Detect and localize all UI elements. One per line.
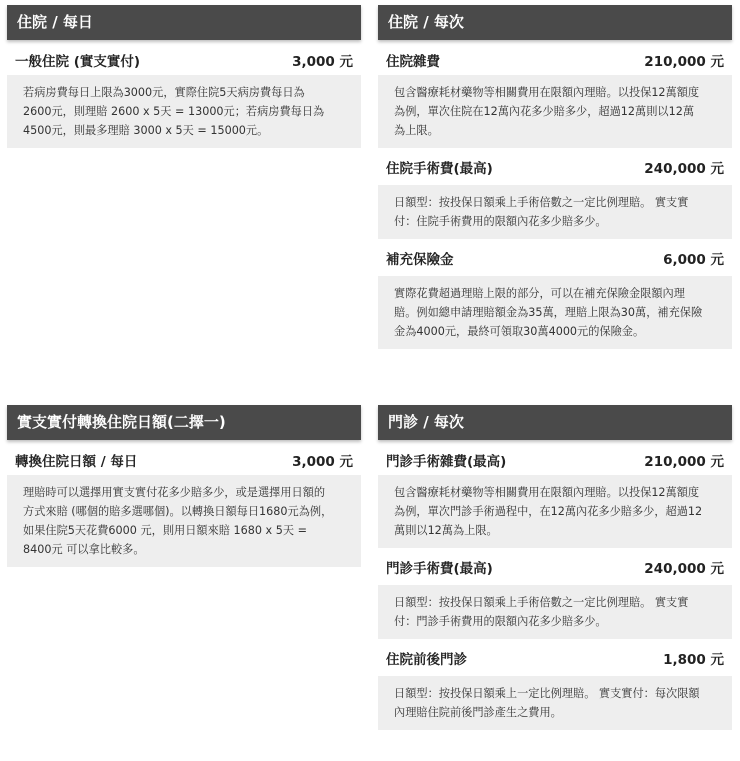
benefit-description: 實際花費超過理賠上限的部分，可以在補充保險金限額內理賠。例如總申請理賠額金為35萬，理賠上限為30萬，補充保險金為4000元，最終可領取30萬4000元的保險金。 <box>378 276 732 349</box>
benefit-label: 住院前後門診 <box>386 651 467 668</box>
benefit-description: 日額型：按投保日額乘上手術倍數之一定比例理賠。 實支實付：門診手術費用的限額內花多少賠多少。 <box>378 585 732 639</box>
benefit-description: 包含醫療耗材藥物等相關費用在限額內理賠。以投保12萬額度為例，單次門診手術過程中，在12萬內花多少賠多少，超過12萬則以12萬為上限。 <box>378 475 732 548</box>
benefit-label: 門診手術費(最高) <box>386 560 493 577</box>
panel-hospital-daily <box>7 5 361 148</box>
benefit-item <box>7 45 361 148</box>
benefit-amount: 240,000 元 <box>644 160 724 177</box>
panel-conversion-daily <box>7 405 361 567</box>
benefit-item <box>378 445 732 548</box>
benefit-row <box>7 45 361 75</box>
benefit-amount: 210,000 元 <box>644 454 724 470</box>
benefit-row <box>378 239 732 276</box>
benefit-label: 門診手術雜費(最高) <box>386 454 507 470</box>
benefit-amount: 210,000 元 <box>644 54 724 70</box>
panel-outpatient-per-visit <box>378 405 732 730</box>
benefit-item <box>378 639 732 730</box>
benefit-label: 一般住院 (實支實付) <box>15 54 141 70</box>
benefit-row <box>378 445 732 475</box>
benefit-description: 日額型：按投保日額乘上手術倍數之一定比例理賠。 實支實付：住院手術費用的限額內花多少賠多少。 <box>378 185 732 239</box>
panel-title: 住院 / 每次 <box>378 5 732 40</box>
benefit-label: 住院手術費(最高) <box>386 160 493 177</box>
panel-hospital-per-visit <box>378 5 732 349</box>
benefit-description: 包含醫療耗材藥物等相關費用在限額內理賠。以投保12萬額度為例，單次住院在12萬內花多少賠多少，超過12萬則以12萬為上限。 <box>378 75 732 148</box>
benefit-amount: 6,000 元 <box>663 251 724 268</box>
benefit-label: 補充保險金 <box>386 251 454 268</box>
benefit-row <box>7 445 361 475</box>
benefit-item <box>378 45 732 148</box>
panel-title: 實支實付轉換住院日額(二擇一) <box>7 405 361 440</box>
benefit-item <box>378 548 732 639</box>
benefit-amount: 3,000 元 <box>292 454 353 470</box>
benefit-amount: 3,000 元 <box>292 54 353 70</box>
benefit-description: 理賠時可以選擇用實支實付花多少賠多少，或是選擇用日額的方式來賠 (哪個的賠多選哪個)。以轉換日額每日1680元為例，如果住院5天花費6000 元，則用日額來賠 1680 x 5天 = 8400元 可以拿比較多。 <box>7 475 361 567</box>
benefit-description: 日額型：按投保日額乘上一定比例理賠。 實支實付：每次限額內理賠住院前後門診產生之費用。 <box>378 676 732 730</box>
benefit-row <box>378 548 732 585</box>
benefit-amount: 240,000 元 <box>644 560 724 577</box>
benefit-item <box>7 445 361 567</box>
panel-title: 住院 / 每日 <box>7 5 361 40</box>
benefit-item <box>378 148 732 239</box>
benefit-item <box>378 239 732 349</box>
benefit-description: 若病房費每日上限為3000元，實際住院5天病房費每日為2600元，則理賠 2600 x 5天 = 13000元；若病房費每日為4500元，則最多理賠 3000 x 5天 = 15000元。 <box>7 75 361 148</box>
benefit-row <box>378 148 732 185</box>
benefit-amount: 1,800 元 <box>663 651 724 668</box>
panel-title: 門診 / 每次 <box>378 405 732 440</box>
benefit-row <box>378 639 732 676</box>
benefit-row <box>378 45 732 75</box>
benefit-label: 住院雜費 <box>386 54 440 70</box>
benefit-label: 轉換住院日額 / 每日 <box>15 454 138 470</box>
